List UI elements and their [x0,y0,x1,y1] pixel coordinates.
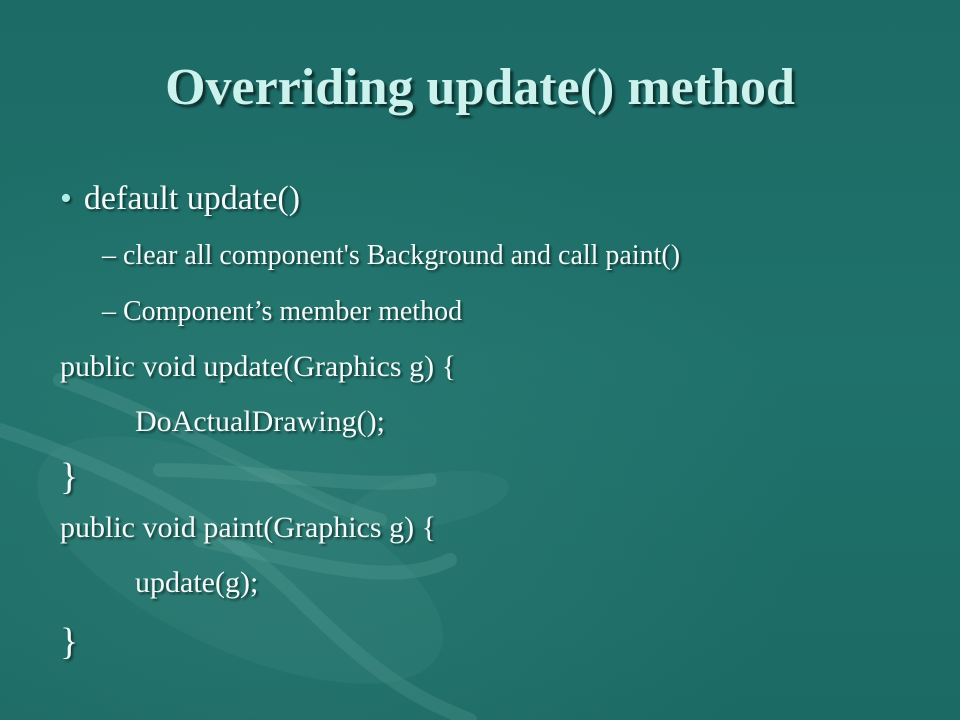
code-line: DoActualDrawing(); [135,405,385,438]
code-line: } [60,621,79,663]
code-line: update(g); [135,566,259,599]
code-line: public void paint(Graphics g) { [60,511,436,544]
bullet-icon: • [60,180,72,217]
bullet-item [60,180,300,218]
bullet-text: default update() [83,180,301,217]
slide-title: Overriding update() method [165,59,795,116]
code-line: } [60,456,79,498]
sub-item: – clear all component's Background and call paint() [102,240,681,271]
code-line: public void update(Graphics g) { [60,350,456,383]
sub-item: – Component’s member method [102,296,463,327]
